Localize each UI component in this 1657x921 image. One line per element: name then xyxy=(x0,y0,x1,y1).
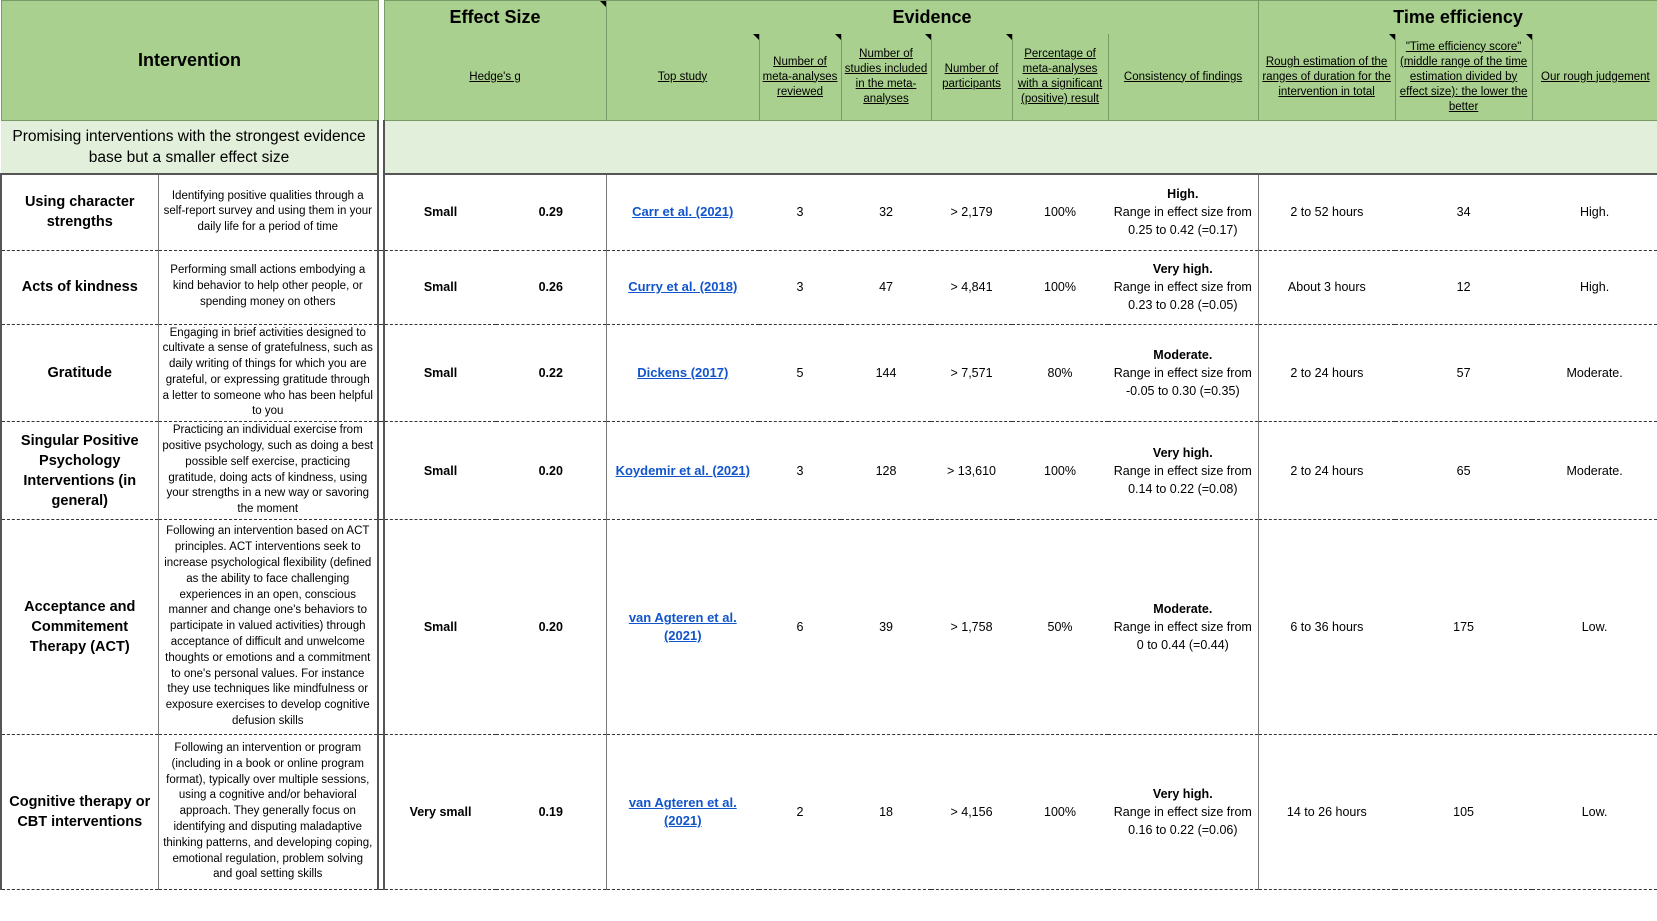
consistency-level: Very high. xyxy=(1152,445,1213,460)
consistency-level: Very high. xyxy=(1152,787,1213,802)
top-study-cell[interactable] xyxy=(606,422,759,520)
intervention-name[interactable]: Using character strengths xyxy=(1,174,158,250)
consistency-detail: Range in effect size from 0.25 to 0.42 (=0.17) xyxy=(1113,205,1252,238)
intervention-description[interactable]: Following an intervention based on ACT principles. ACT interventions seek to increase psychological flexibility (defined as the ability to face challenging experiences in an open, conscious manner and change one's behaviors to participate in valued activities) through acceptance of difficult and unwelcome thoughts or emotions and a commitment to one's personal values. For instance they use techniques like mindfulness or exposure exercises to develop cognitive defusion skills xyxy=(158,520,378,735)
hedges-g-value[interactable]: 0.22 xyxy=(496,324,606,422)
consistency-cell[interactable] xyxy=(1108,324,1258,422)
num-meta-value[interactable]: 3 xyxy=(759,174,841,250)
top-study-label: Top study xyxy=(657,70,708,83)
effect-size-label[interactable]: Very small xyxy=(384,735,496,890)
duration-value[interactable]: 2 to 24 hours xyxy=(1258,422,1395,520)
num-participants-value[interactable]: > 13,610 xyxy=(931,422,1012,520)
header-our-judgement[interactable] xyxy=(1532,34,1657,121)
time-score-value[interactable]: 175 xyxy=(1395,520,1532,735)
effect-size-label[interactable]: Small xyxy=(384,520,496,735)
judgement-value[interactable]: Moderate. xyxy=(1532,422,1657,520)
num-participants-value[interactable]: > 7,571 xyxy=(931,324,1012,422)
top-study-cell[interactable] xyxy=(606,324,759,422)
header-evidence[interactable]: Evidence xyxy=(606,1,1258,35)
judgement-value[interactable]: High. xyxy=(1532,174,1657,250)
pct-meta-value[interactable]: 100% xyxy=(1012,174,1108,250)
num-meta-label: Number of meta-analyses reviewed xyxy=(762,55,838,98)
table-row xyxy=(1,174,1657,250)
header-effect-size[interactable]: Effect Size xyxy=(384,1,606,35)
top-study-link[interactable]: van Agteren et al. (2021) xyxy=(628,610,737,644)
section-title[interactable]: Promising interventions with the strongest evidence base but a smaller effect size xyxy=(1,121,378,175)
table-row xyxy=(1,520,1657,735)
consistency-level: Moderate. xyxy=(1153,602,1213,617)
consistency-level: Very high. xyxy=(1152,262,1213,276)
pct-meta-label: Percentage of meta-analyses with a significant (positive) result xyxy=(1017,48,1103,105)
header-num-participants[interactable] xyxy=(931,34,1012,121)
num-studies-value[interactable]: 144 xyxy=(841,324,931,422)
judgement-value[interactable]: Moderate. xyxy=(1532,324,1657,422)
num-participants-value[interactable]: > 4,841 xyxy=(931,250,1012,324)
num-studies-label: Number of studies included in the meta-analyses xyxy=(844,48,928,105)
consistency-detail: Range in effect size from 0.23 to 0.28 (=0.05) xyxy=(1113,280,1252,312)
header-time-score[interactable] xyxy=(1395,34,1532,121)
consistency-detail: Range in effect size from 0.16 to 0.22 (=0.06) xyxy=(1113,805,1252,838)
table-row xyxy=(1,422,1657,520)
intervention-name[interactable]: Singular Positive Psychology Interventions (in general) xyxy=(1,422,158,520)
intervention-description[interactable]: Engaging in brief activities designed to cultivate a sense of gratefulness, such as daily writing of things for which you are grateful, or expressing gratitude through a letter to someone who has been helpful to you xyxy=(158,324,378,422)
pct-meta-value[interactable]: 100% xyxy=(1012,735,1108,890)
effect-size-label[interactable]: Small xyxy=(384,174,496,250)
consistency-label: Consistency of findings xyxy=(1123,70,1243,83)
top-study-cell[interactable] xyxy=(606,250,759,324)
num-participants-label: Number of participants xyxy=(942,63,1001,90)
consistency-cell[interactable] xyxy=(1108,250,1258,324)
section-band[interactable] xyxy=(384,121,1657,175)
top-study-link[interactable]: Koydemir et al. (2021) xyxy=(615,462,750,478)
num-meta-value[interactable]: 2 xyxy=(759,735,841,890)
time-score-label: "Time efficiency score" (middle range of the time estimation divided by effect size): the lower the better xyxy=(1399,40,1528,113)
our-judgement-label: Our rough judgement xyxy=(1541,70,1650,83)
table-row xyxy=(1,250,1657,324)
hedges-g-value[interactable]: 0.20 xyxy=(496,520,606,735)
consistency-level: Moderate. xyxy=(1153,347,1213,362)
num-participants-value[interactable]: > 4,156 xyxy=(931,735,1012,890)
num-meta-value[interactable]: 3 xyxy=(759,250,841,324)
intervention-description[interactable]: Practicing an individual exercise from positive psychology, such as doing a best possible self exercise, practicing gratitude, doing acts of kindness, using your strengths in a new way or savoring the moment xyxy=(158,422,378,520)
consistency-cell[interactable] xyxy=(1108,735,1258,890)
duration-value[interactable]: 2 to 52 hours xyxy=(1258,174,1395,250)
hedges-g-value[interactable]: 0.19 xyxy=(496,735,606,890)
duration-value[interactable]: 14 to 26 hours xyxy=(1258,735,1395,890)
time-score-value[interactable]: 34 xyxy=(1395,174,1532,250)
header-rough-estimation[interactable] xyxy=(1258,34,1395,121)
num-studies-value[interactable]: 47 xyxy=(841,250,931,324)
consistency-detail: Range in effect size from 0.14 to 0.22 (=0.08) xyxy=(1113,463,1252,496)
time-score-value[interactable]: 57 xyxy=(1395,324,1532,422)
effect-size-label[interactable]: Small xyxy=(384,250,496,324)
header-time-efficiency[interactable]: Time efficiency xyxy=(1258,1,1657,35)
consistency-cell[interactable] xyxy=(1108,422,1258,520)
table-row xyxy=(1,324,1657,422)
num-meta-value[interactable]: 6 xyxy=(759,520,841,735)
intervention-name[interactable]: Acceptance and Commitement Therapy (ACT) xyxy=(1,520,158,735)
num-meta-value[interactable]: 5 xyxy=(759,324,841,422)
top-study-link[interactable]: van Agteren et al. (2021) xyxy=(628,795,737,829)
num-participants-value[interactable]: > 2,179 xyxy=(931,174,1012,250)
judgement-value[interactable]: Low. xyxy=(1532,735,1657,890)
num-studies-value[interactable]: 18 xyxy=(841,735,931,890)
top-study-link[interactable]: Dickens (2017) xyxy=(637,364,729,380)
header-consistency[interactable] xyxy=(1108,34,1258,121)
pct-meta-value[interactable]: 100% xyxy=(1012,422,1108,520)
judgement-value[interactable]: Low. xyxy=(1532,520,1657,735)
time-score-value[interactable]: 105 xyxy=(1395,735,1532,890)
header-pct-meta[interactable] xyxy=(1012,34,1108,121)
intervention-name[interactable]: Cognitive therapy or CBT interventions xyxy=(1,735,158,890)
effect-size-label[interactable]: Small xyxy=(384,324,496,422)
pct-meta-value[interactable]: 50% xyxy=(1012,520,1108,735)
num-meta-value[interactable]: 3 xyxy=(759,422,841,520)
top-study-cell[interactable] xyxy=(606,735,759,890)
top-study-cell[interactable] xyxy=(606,174,759,250)
intervention-name[interactable]: Gratitude xyxy=(1,324,158,422)
judgement-value[interactable]: High. xyxy=(1532,250,1657,324)
consistency-cell[interactable] xyxy=(1108,174,1258,250)
top-study-link[interactable]: Carr et al. (2021) xyxy=(632,204,734,220)
hedges-g-label: Hedge's g xyxy=(469,70,521,83)
header-top-study[interactable] xyxy=(606,34,759,121)
top-study-link[interactable]: Curry et al. (2018) xyxy=(628,279,738,294)
pct-meta-value[interactable]: 80% xyxy=(1012,324,1108,422)
hedges-g-value[interactable]: 0.20 xyxy=(496,422,606,520)
duration-value[interactable]: 6 to 36 hours xyxy=(1258,520,1395,735)
hedges-g-value[interactable]: 0.29 xyxy=(496,174,606,250)
num-studies-value[interactable]: 32 xyxy=(841,174,931,250)
intervention-description[interactable]: Following an intervention or program (including in a book or online program format), typically over multiple sessions, using a cognitive and/or behavioral approach. They generally focus on identifying and disputing maladaptive thinking patterns, and developing coping, emotional regulation, problem solving and goal setting skills xyxy=(158,735,378,890)
top-study-cell[interactable] xyxy=(606,520,759,735)
hedges-g-value[interactable]: 0.26 xyxy=(496,250,606,324)
intervention-description[interactable]: Performing small actions embodying a kind behavior to help other people, or spending money on others xyxy=(158,250,378,324)
header-num-meta[interactable] xyxy=(759,34,841,121)
duration-value[interactable]: About 3 hours xyxy=(1258,250,1395,324)
intervention-description[interactable]: Identifying positive qualities through a self-report survey and using them in your daily life for a period of time xyxy=(158,174,378,250)
duration-value[interactable]: 2 to 24 hours xyxy=(1258,324,1395,422)
time-score-value[interactable]: 65 xyxy=(1395,422,1532,520)
num-studies-value[interactable]: 39 xyxy=(841,520,931,735)
consistency-detail: Range in effect size from -0.05 to 0.30 (=0.35) xyxy=(1113,365,1252,398)
intervention-name[interactable]: Acts of kindness xyxy=(1,250,158,324)
consistency-detail: Range in effect size from 0 to 0.44 (=0.44) xyxy=(1113,620,1252,653)
consistency-level: High. xyxy=(1167,187,1199,202)
header-hedges-g[interactable] xyxy=(384,34,606,121)
header-intervention[interactable]: Intervention xyxy=(1,1,378,121)
header-num-studies[interactable] xyxy=(841,34,931,121)
rough-estimation-label: Rough estimation of the ranges of duration for the intervention in total xyxy=(1262,55,1391,98)
table-row xyxy=(1,735,1657,890)
num-studies-value[interactable]: 128 xyxy=(841,422,931,520)
time-score-value[interactable]: 12 xyxy=(1395,250,1532,324)
consistency-cell[interactable] xyxy=(1108,520,1258,735)
pct-meta-value[interactable]: 100% xyxy=(1012,250,1108,324)
effect-size-label[interactable]: Small xyxy=(384,422,496,520)
num-participants-value[interactable]: > 1,758 xyxy=(931,520,1012,735)
